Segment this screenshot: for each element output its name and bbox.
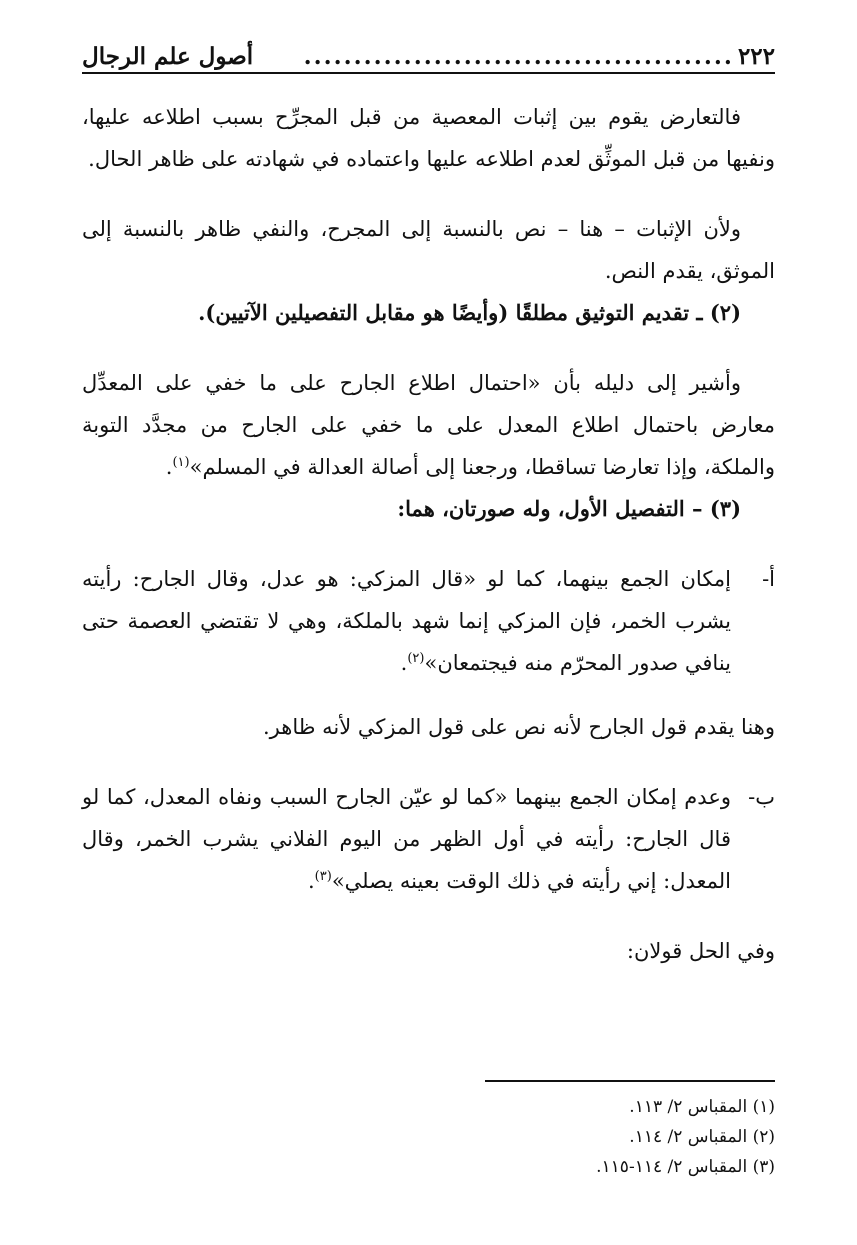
list-marker-a: أ- xyxy=(762,567,775,591)
footnote-rule xyxy=(485,1080,775,1082)
paragraph-solution: وفي الحل قولان: xyxy=(626,939,775,963)
heading-section-2: (٢) ـ تقديم التوثيق مطلقًا (وأيضًا هو مقابل التفصيلين الآتيين). xyxy=(198,300,741,325)
heading-section-3: (٣) – التفصيل الأول، وله صورتان، هما: xyxy=(397,496,741,521)
footnote-2: (٢) المقباس ٢/ ١١٤. xyxy=(629,1127,775,1147)
list-item-a-end: . xyxy=(400,651,408,675)
main-text xyxy=(82,96,775,972)
list-item-b-end: . xyxy=(307,869,315,893)
header-dot-leader: ........................................... xyxy=(303,43,734,70)
list-item-b-text: وعدم إمكان الجمع بينهما «كما لو عيّن الجارح السبب ونفاه المعدل، كما لو قال الجارح: رأيته في أول الظهر من اليوم الفلاني يشرب الخمر، وقال المعدل: إني رأيته في ذلك الوقت بعينه يصلي» xyxy=(82,785,731,893)
page-number: ٢٢٢ xyxy=(737,43,775,70)
footnote-1: (١) المقباس ٢/ ١١٣. xyxy=(629,1097,775,1117)
paragraph-jarih-priority: وهنا يقدم قول الجارح لأنه نص على قول المزكي لأنه ظاهر. xyxy=(263,715,775,739)
paragraph-evidence-end: . xyxy=(165,455,173,479)
paragraph-evidence xyxy=(82,362,775,488)
book-title: أصول علم الرجال xyxy=(82,43,254,70)
footnote-ref-3: (٣) xyxy=(314,869,332,884)
paragraph-conflict: فالتعارض يقوم بين إثبات المعصية من قبل المجرِّح بسبب اطلاعه عليها، ونفيها من قبل الموثِّق لعدم اطلاعه عليها واعتماده في شهادته على ظاهر الحال. xyxy=(82,105,775,171)
running-header xyxy=(82,34,775,70)
footnote-3: (٣) المقباس ٢/ ١١٤-١١٥. xyxy=(596,1157,775,1177)
header-rule xyxy=(82,72,775,74)
paragraph-text-priority: ولأن الإثبات – هنا – نص بالنسبة إلى المجرح، والنفي ظاهر بالنسبة إلى الموثق، يقدم النص. xyxy=(82,217,775,283)
list-item-a xyxy=(82,558,775,684)
footnotes xyxy=(82,1092,775,1182)
footnote-ref-2: (٢) xyxy=(407,651,425,666)
list-item-a-text: إمكان الجمع بينهما، كما لو «قال المزكي: هو عدل، وقال الجارح: رأيته يشرب الخمر، فإن المزكي إنما شهد بالملكة، وهي لا تقتضي العصمة حتى ينافي صدور المحرّم منه فيجتمعان» xyxy=(82,567,731,675)
list-item-a-content xyxy=(82,558,731,684)
footnote-ref-1: (١) xyxy=(172,455,190,470)
list-item-b-content xyxy=(82,776,731,902)
list-item-b xyxy=(82,776,775,902)
list-marker-b: ب- xyxy=(748,785,775,809)
paragraph-evidence-text: وأشير إلى دليله بأن «احتمال اطلاع الجارح على ما خفي على المعدِّل معارض باحتمال اطلاع المعدل على ما خفي على الجارح من مجدَّد التوبة والملكة، وإذا تعارضا تساقطا، ورجعنا إلى أصالة العدالة في المسلم» xyxy=(82,371,775,479)
